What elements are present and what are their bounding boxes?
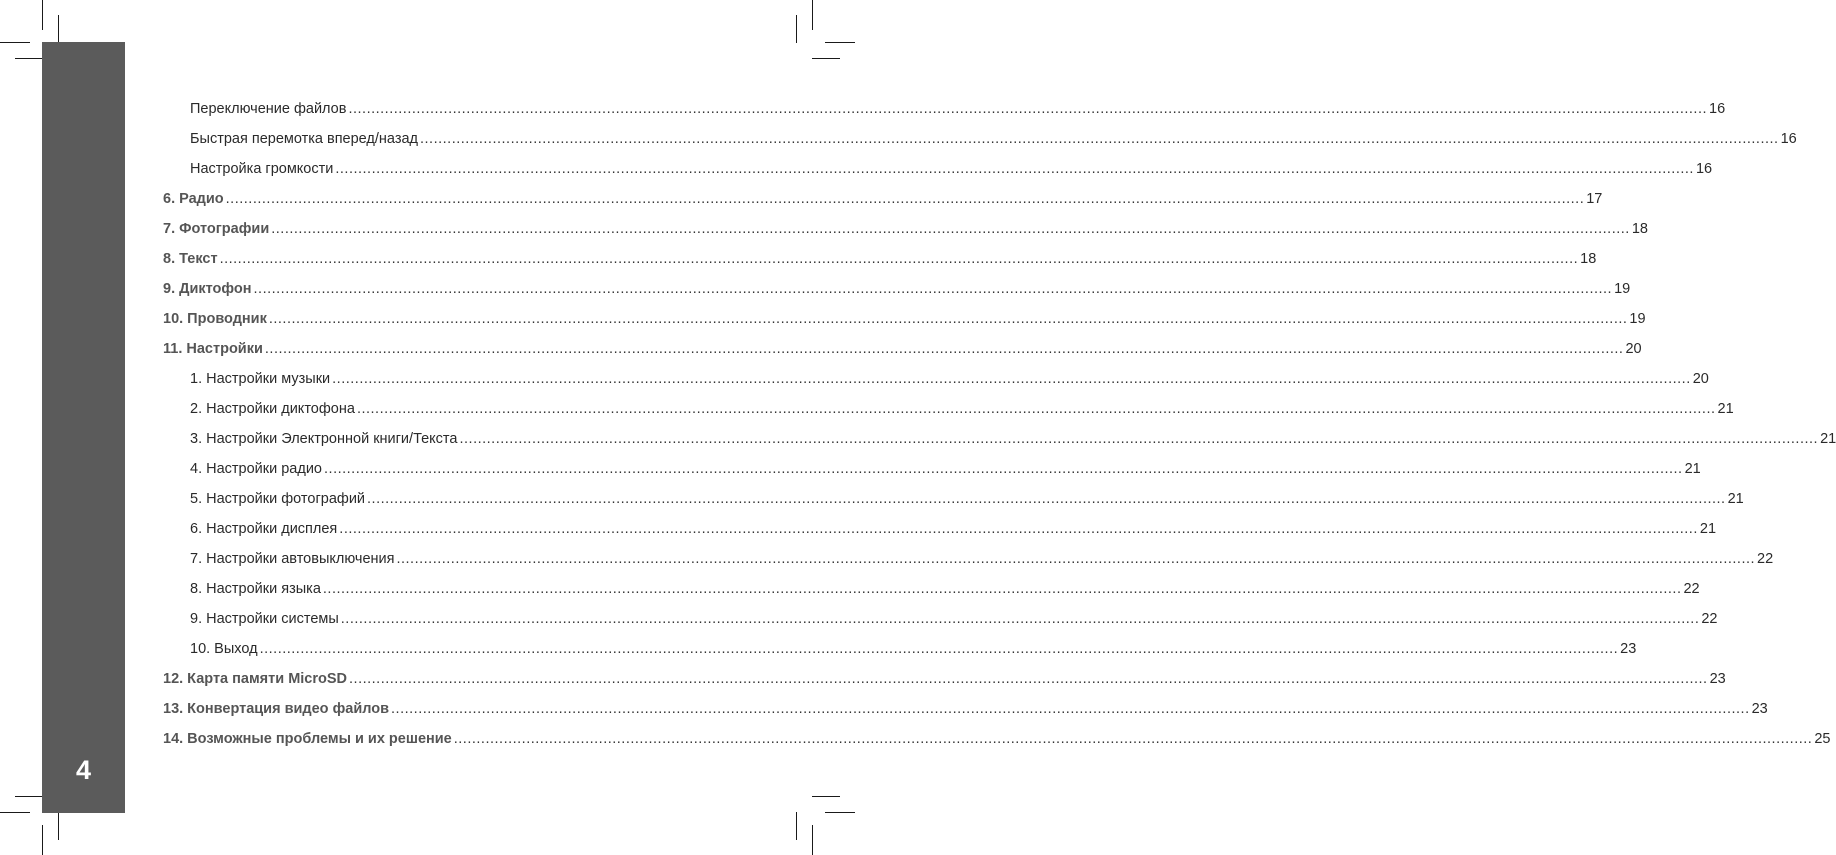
dot-leader: ............................................................................................................................................................................................................................................................................................................: [339, 521, 1698, 537]
crop-mark: [42, 0, 43, 30]
crop-mark: [825, 812, 855, 813]
dot-leader: ............................................................................................................................................................................................................................................................................................................: [348, 101, 1708, 117]
toc-entry-page: 21: [1820, 431, 1836, 447]
toc-entry: [163, 158, 1713, 188]
dot-leader: ............................................................................................................................................................................................................................................................................................................: [335, 161, 1694, 177]
dot-leader: ............................................................................................................................................................................................................................................................................................................: [268, 311, 1628, 327]
toc-entry-page: 23: [1709, 671, 1726, 687]
toc-entry-page: 23: [1620, 641, 1637, 657]
toc-entry: [163, 308, 1646, 338]
dot-leader: ............................................................................................................................................................................................................................................................................................................: [264, 341, 1624, 357]
crop-mark: [0, 812, 30, 813]
toc-entry-page: 20: [1625, 341, 1642, 357]
crop-mark: [812, 796, 840, 797]
crop-mark: [825, 42, 855, 43]
toc-entry: [163, 338, 1642, 368]
toc-entry-title: 1. Настройки музыки: [190, 371, 331, 387]
toc-entry-title: 3. Настройки Электронной книги/Текста: [190, 431, 458, 447]
crop-mark: [42, 825, 43, 855]
toc-entry: [163, 488, 1744, 518]
toc-entry: [163, 128, 1797, 158]
toc-entry-title: 12. Карта памяти MicroSD: [163, 671, 348, 687]
toc-entry-title: 10. Проводник: [163, 311, 267, 327]
toc-entry-title: 5. Настройки фотографий: [190, 491, 366, 507]
crop-mark: [58, 812, 59, 840]
toc-entry-page: 16: [1695, 161, 1713, 177]
toc-entry-page: 22: [1701, 611, 1718, 627]
toc-entry-title: Быстрая перемотка вперед/назад: [190, 131, 418, 147]
toc-entry-title: 6. Радио: [163, 191, 224, 207]
toc-entry-title: 9. Диктофон: [163, 281, 252, 297]
page-number: 4: [75, 755, 92, 785]
toc-entry-title: 6. Настройки дисплея: [190, 521, 338, 537]
toc-entry-page: 20: [1692, 371, 1709, 387]
crop-mark: [58, 15, 59, 43]
toc-entry-title: 8. Настройки языка: [190, 581, 321, 597]
dot-leader: ............................................................................................................................................................................................................................................................................................................: [324, 461, 1683, 477]
dot-leader: ............................................................................................................................................................................................................................................................................................................: [420, 131, 1779, 147]
toc-entry: [163, 398, 1734, 428]
dot-leader: ............................................................................................................................................................................................................................................................................................................: [349, 671, 1708, 687]
toc-entry: [163, 368, 1709, 398]
toc-entry-title: 14. Возможные проблемы и их решение: [163, 731, 452, 747]
dot-leader: ............................................................................................................................................................................................................................................................................................................: [453, 731, 1813, 747]
toc-entry: [163, 548, 1774, 578]
toc-entry: [163, 278, 1631, 308]
crop-mark: [812, 825, 813, 855]
toc-entry: [163, 218, 1648, 248]
dot-leader: ............................................................................................................................................................................................................................................................................................................: [391, 701, 1750, 717]
toc-entry-page: 16: [1780, 131, 1797, 147]
toc-entry-title: 13. Конвертация видео файлов: [163, 701, 390, 717]
crop-mark: [15, 58, 43, 59]
dot-leader: ............................................................................................................................................................................................................................................................................................................: [332, 371, 1691, 387]
crop-mark: [15, 796, 43, 797]
toc-entry-title: 9. Настройки системы: [190, 611, 339, 627]
toc-entry-title: 11. Настройки: [163, 341, 263, 357]
toc-entry-title: 7. Фотографии: [163, 221, 270, 237]
toc-entry-title: 4. Настройки радио: [190, 461, 323, 477]
toc-entry: [163, 518, 1717, 548]
toc-entry-page: 18: [1580, 251, 1597, 267]
dot-leader: ............................................................................................................................................................................................................................................................................................................: [259, 641, 1619, 657]
toc-entry-title: 8. Текст: [163, 251, 218, 267]
toc-entry-page: 23: [1751, 701, 1768, 717]
dot-leader: ............................................................................................................................................................................................................................................................................................................: [459, 431, 1819, 447]
toc-entry: [163, 698, 1768, 728]
toc-entry-page: 19: [1614, 281, 1631, 297]
dot-leader: ............................................................................................................................................................................................................................................................................................................: [271, 221, 1630, 237]
crop-mark: [812, 0, 813, 30]
dot-leader: ............................................................................................................................................................................................................................................................................................................: [396, 551, 1756, 567]
dot-leader: ............................................................................................................................................................................................................................................................................................................: [367, 491, 1726, 507]
toc-entry: [163, 428, 1836, 458]
toc-entry-title: Настройка громкости: [190, 161, 334, 177]
toc-entry-page: 17: [1586, 191, 1603, 207]
toc-entry: [163, 188, 1603, 218]
toc-entry: [163, 728, 1831, 758]
dot-leader: ............................................................................................................................................................................................................................................................................................................: [219, 251, 1579, 267]
toc-entry-page: 21: [1684, 461, 1701, 477]
toc-entry: [163, 668, 1726, 698]
toc-entry-page: 22: [1683, 581, 1700, 597]
toc-entry: [163, 458, 1701, 488]
page-sidebar: [42, 42, 125, 813]
toc-entry-page: 19: [1629, 311, 1646, 327]
toc-entry: [163, 98, 1726, 128]
toc-entry: [163, 638, 1637, 668]
toc-entry-title: Переключение файлов: [190, 101, 347, 117]
toc-entry: [163, 248, 1597, 278]
toc-entry-page: 25: [1814, 731, 1831, 747]
toc-entry-title: 2. Настройки диктофона: [190, 401, 355, 417]
toc-entry-page: 18: [1631, 221, 1648, 237]
crop-mark: [812, 58, 840, 59]
crop-mark: [796, 812, 797, 840]
dot-leader: ............................................................................................................................................................................................................................................................................................................: [340, 611, 1700, 627]
toc-entry-page: 21: [1727, 491, 1744, 507]
dot-leader: ............................................................................................................................................................................................................................................................................................................: [253, 281, 1613, 297]
toc-entry: [163, 608, 1718, 638]
dot-leader: ............................................................................................................................................................................................................................................................................................................: [356, 401, 1716, 417]
toc-entry-title: 10. Выход: [190, 641, 258, 657]
dot-leader: ............................................................................................................................................................................................................................................................................................................: [225, 191, 1585, 207]
toc-entry-page: 21: [1717, 401, 1734, 417]
toc-entry-page: 22: [1757, 551, 1774, 567]
toc-entry-title: 7. Настройки автовыключения: [190, 551, 395, 567]
crop-mark: [796, 15, 797, 43]
toc-entry: [163, 578, 1700, 608]
dot-leader: ............................................................................................................................................................................................................................................................................................................: [322, 581, 1682, 597]
table-of-contents: [163, 98, 1836, 758]
crop-mark: [0, 42, 30, 43]
toc-entry-page: 21: [1699, 521, 1717, 537]
toc-entry-page: 16: [1709, 101, 1726, 117]
